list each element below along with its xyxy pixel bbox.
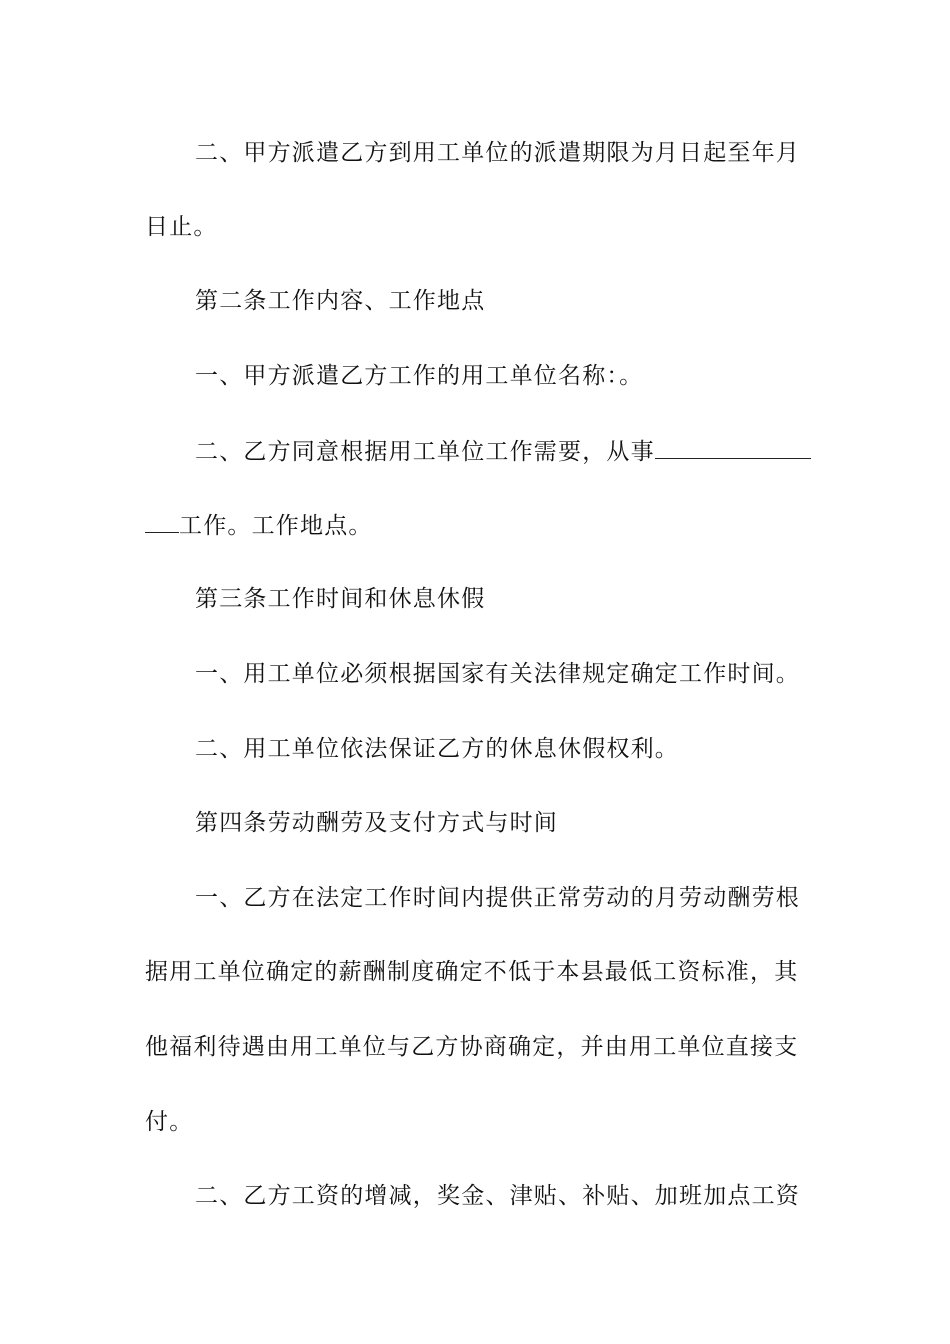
article-heading: 第三条工作时间和休息休假 (195, 586, 486, 612)
paragraph-remuneration-3 (145, 1032, 810, 1062)
paragraph-wage-changes (195, 1181, 810, 1211)
fill-in-blank (145, 510, 179, 533)
text-line: 据用工单位确定的薪酬制度确定不低于本县最低工资标准，其 (145, 959, 799, 985)
heading-article-4 (195, 808, 810, 838)
text-line: 一、甲方派遣乙方工作的用工单位名称：。 (195, 363, 644, 389)
paragraph-remuneration-1 (195, 883, 810, 913)
text-line: 二、乙方同意根据用工单位工作需要，从事 (195, 439, 655, 465)
text-line: 付。 (145, 1109, 194, 1135)
heading-article-2 (195, 286, 810, 316)
paragraph-work-location (145, 510, 810, 541)
paragraph-working-hours (195, 659, 810, 689)
paragraph-dispatch-period (195, 138, 810, 168)
article-heading: 第二条工作内容、工作地点 (195, 288, 486, 314)
paragraph-employer-name (195, 361, 810, 391)
text-line: 二、用工单位依法保证乙方的休息休假权利。 (195, 736, 679, 762)
heading-article-3 (195, 584, 810, 614)
article-heading: 第四条劳动酬劳及支付方式与时间 (195, 810, 558, 836)
text-line: 他福利待遇由用工单位与乙方协商确定，并由用工单位直接支 (145, 1034, 799, 1060)
text-line: 一、乙方在法定工作时间内提供正常劳动的月劳动酬劳根 (195, 885, 800, 911)
text-line: 二、甲方派遣乙方到用工单位的派遣期限为月日起至年月 (195, 140, 800, 166)
paragraph-rest-rights (195, 734, 810, 764)
text-line: 二、乙方工资的增减，奖金、津贴、补贴、加班加点工资 (195, 1183, 800, 1209)
paragraph-remuneration-4 (145, 1107, 810, 1137)
text-line: 日止。 (145, 214, 218, 240)
fill-in-blank (655, 436, 811, 459)
paragraph-remuneration-2 (145, 957, 810, 987)
text-line: 一、用工单位必须根据国家有关法律规定确定工作时间。 (195, 661, 800, 687)
text-line: 工作。工作地点。 (179, 513, 373, 539)
paragraph-dispatch-period-end (145, 212, 810, 242)
paragraph-job-content (195, 436, 810, 467)
